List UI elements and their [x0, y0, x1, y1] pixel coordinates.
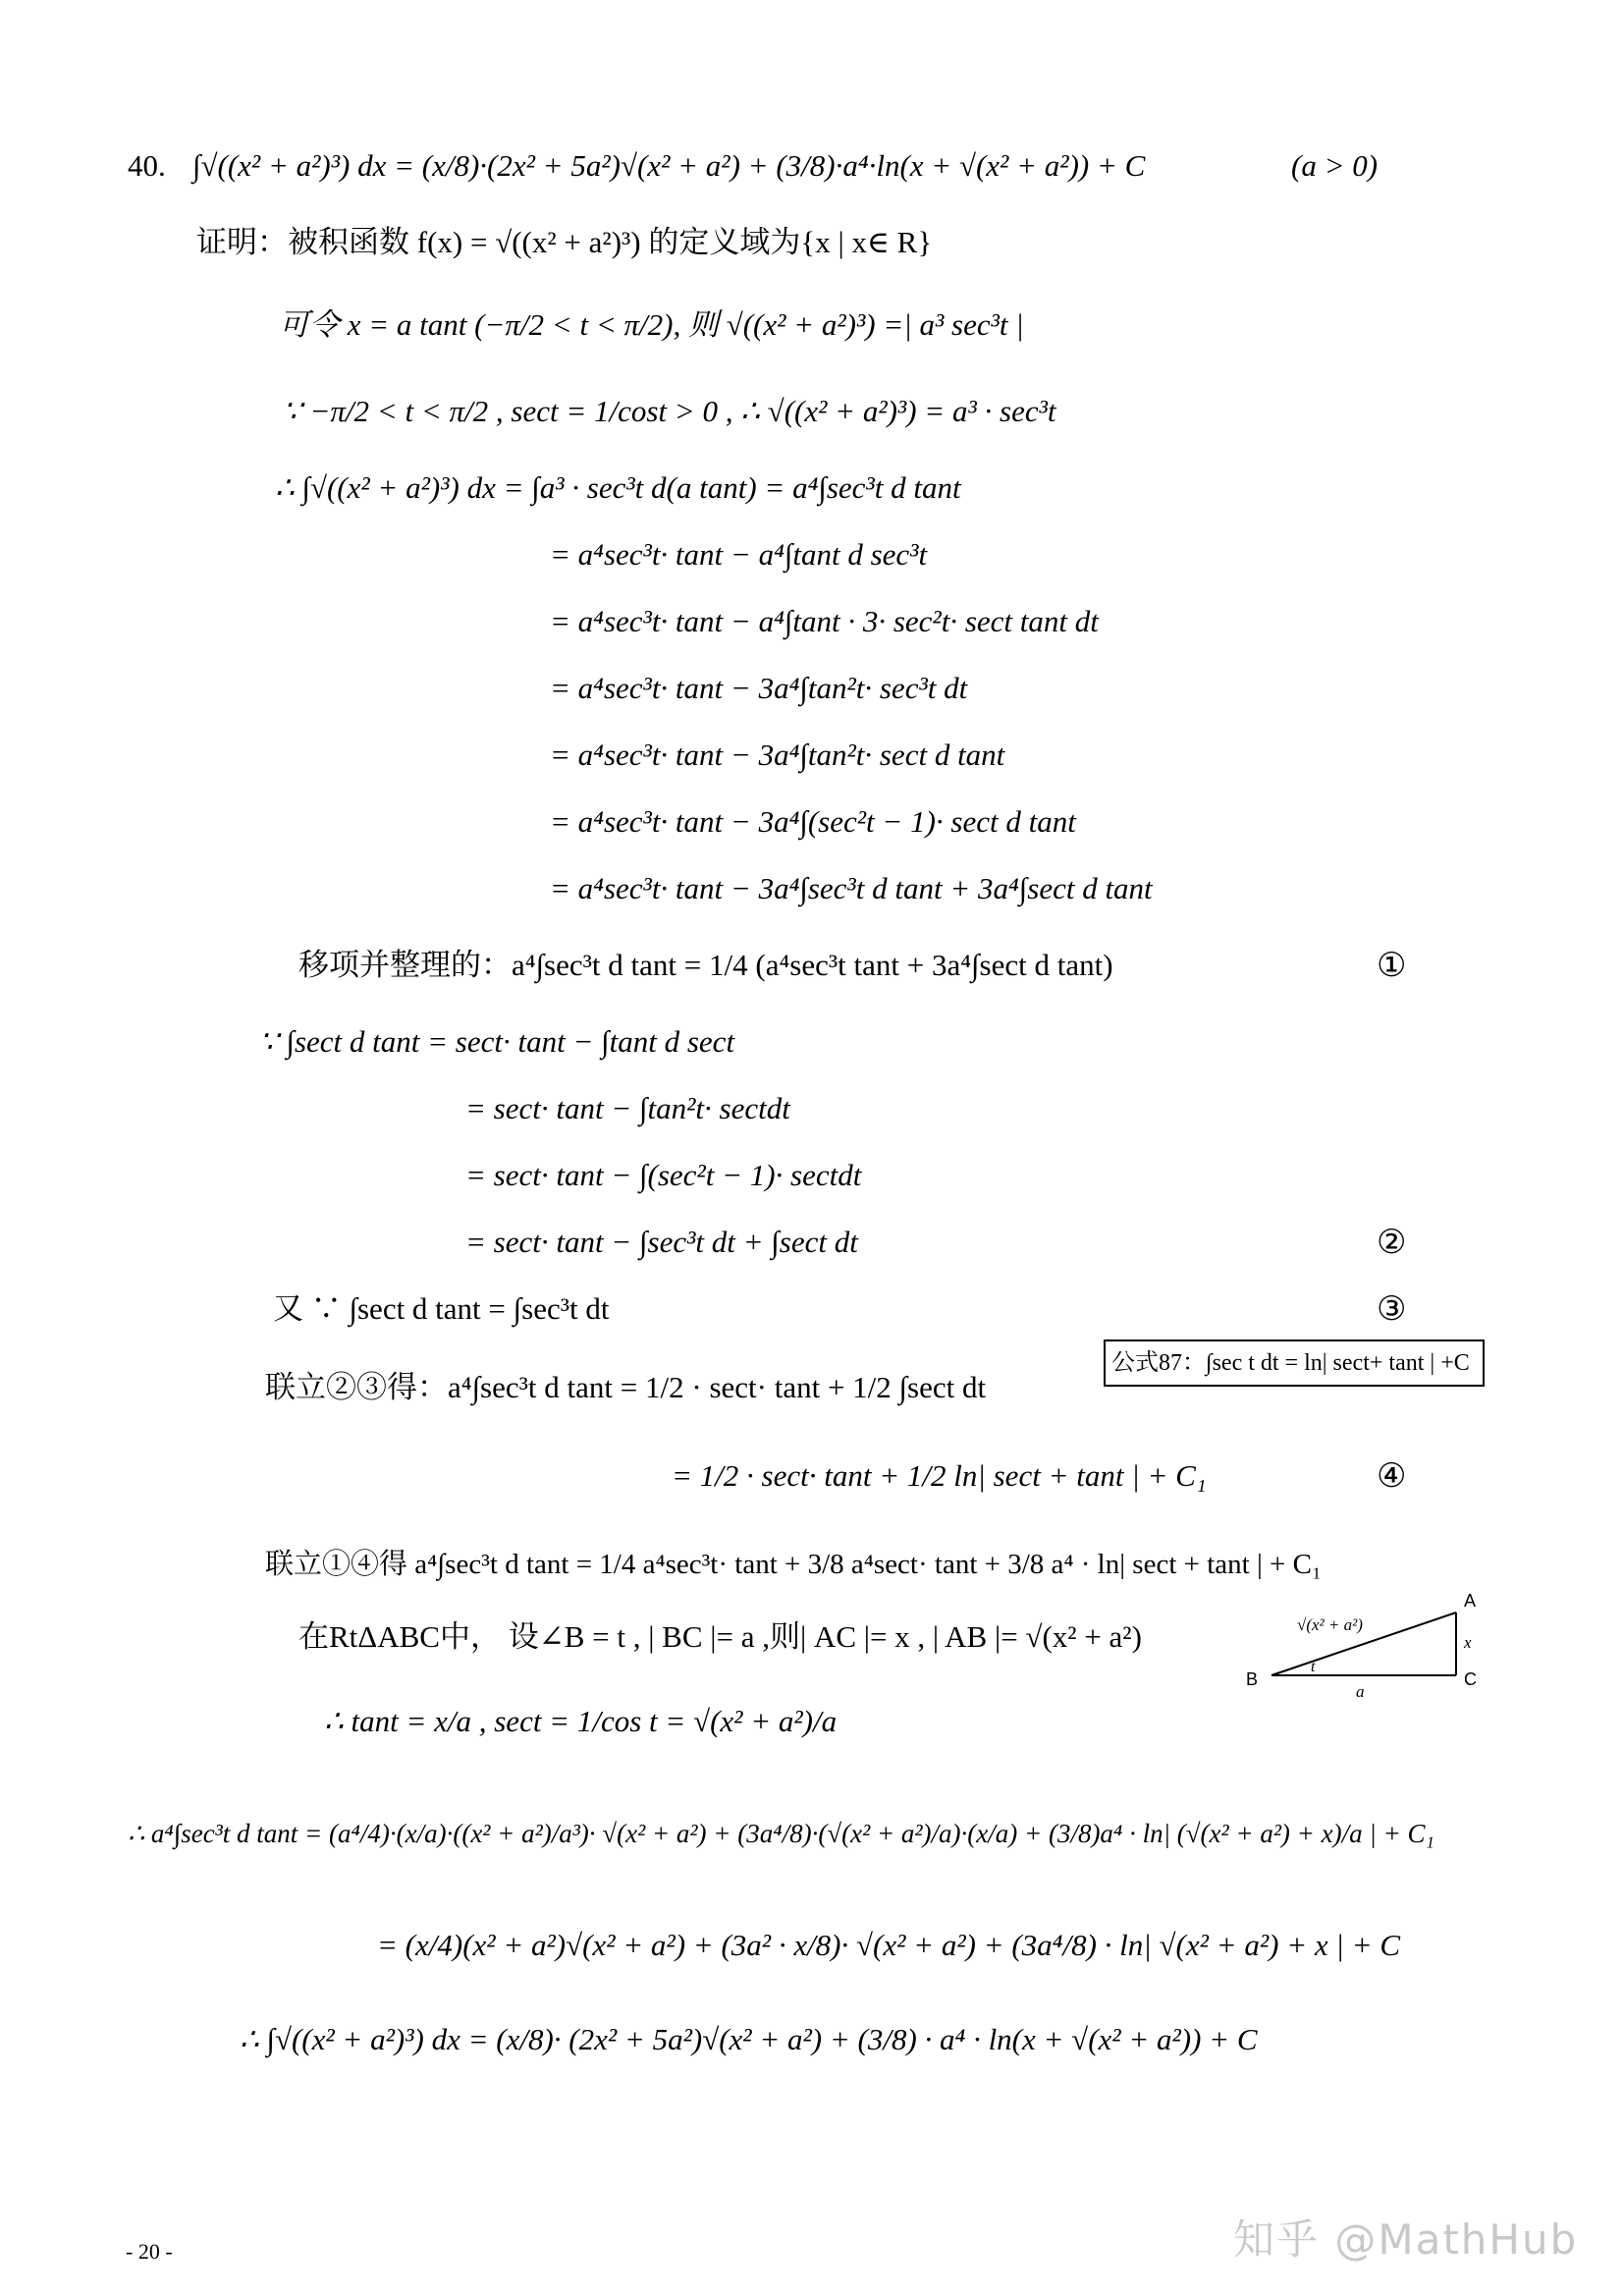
- proof-line-7: = a⁴sec³t· tant − 3a⁴∫tan²t· sec³t dt: [550, 671, 968, 705]
- proof-line-6: = a⁴sec³t· tant − a⁴∫tant · 3· sec²t· sect tant dt: [550, 604, 1099, 638]
- marker-2: ②: [1377, 1223, 1407, 1262]
- proof-line-9: = a⁴sec³t· tant − 3a⁴∫(sec²t − 1)· sect d tant: [550, 804, 1076, 839]
- proof-line-17: 联立②③得：a⁴∫sec³t d tant = 1/2 · sect· tant + 1/2 ∫sect dt: [265, 1370, 987, 1404]
- hypotenuse-label: √(x² + a²): [1297, 1615, 1363, 1634]
- proof-line-14: = sect· tant − ∫(sec²t − 1)· sectdt: [465, 1158, 862, 1192]
- proof-line-18: = 1/2 · sect· tant + 1/2 ln| sect + tant | + C₁: [672, 1458, 1207, 1493]
- proof-line-8: = a⁴sec³t· tant − 3a⁴∫tan²t· sect d tant: [550, 738, 1005, 772]
- proof-line-2: 可令 x = a tant (−π/2 < t < π/2), 则 √((x² + a²)³) =| a³ sec³t |: [279, 307, 1024, 342]
- proof-line-19: 联立①④得 a⁴∫sec³t d tant = 1/4 a⁴sec³t· tant + 3/8 a⁴sect· tant + 3/8 a⁴ · ln| sect + tant | + C₁: [265, 1549, 1323, 1580]
- proof-line-3: ∵ −π/2 < t < π/2 , sect = 1/cost > 0 , ∴ √((x² + a²)³) = a³ · sec³t: [283, 394, 1056, 428]
- proof-line-4: ∴ ∫√((x² + a²)³) dx = ∫a³ · sec³t d(a tant) = a⁴∫sec³t d tant: [275, 470, 961, 505]
- vertex-a-label: A: [1464, 1591, 1477, 1611]
- proof-line-20: 在RtΔABC中， 设∠B = t , | BC |= a ,则| AC |= x , | AB |= √(x² + a²): [298, 1619, 1142, 1654]
- marker-3: ③: [1377, 1289, 1407, 1329]
- formula-87-box: 公式87：∫sec t dt = ln| sect+ tant | +C: [1104, 1339, 1485, 1387]
- proof-line-24: ∴ ∫√((x² + a²)³) dx = (x/8)· (2x² + 5a²)√(x² + a²) + (3/8) · a⁴ · ln(x + √(x² + a²)) + C: [240, 2022, 1258, 2056]
- side-a-label: a: [1356, 1682, 1365, 1701]
- proof-line-22: ∴ a⁴∫sec³t d tant = (a⁴/4)·(x/a)·((x² + a²)/a³)· √(x² + a²) + (3a⁴/8)·(√(x² + a²)/a)·(x/a) + (3/8)a⁴ · ln| (√(x² + a²) + x)/a | + C₁: [128, 1819, 1434, 1848]
- side-x-label: x: [1464, 1633, 1472, 1652]
- right-triangle-diagram: [1232, 1583, 1497, 1701]
- problem-condition: (a > 0): [1291, 148, 1379, 183]
- vertex-b-label: B: [1246, 1669, 1259, 1689]
- vertex-c-label: C: [1464, 1669, 1477, 1689]
- proof-line-12: ∵ ∫sect d tant = sect· tant − ∫tant d sect: [259, 1024, 735, 1059]
- problem-formula: ∫√((x² + a²)³) dx = (x/8)·(2x² + 5a²)√(x² + a²) + (3/8)·a⁴·ln(x + √(x² + a²)) + C: [192, 148, 1146, 183]
- marker-4: ④: [1377, 1456, 1407, 1496]
- proof-line-16: 又 ∵ ∫sect d tant = ∫sec³t dt: [273, 1291, 610, 1326]
- proof-line-21: ∴ tant = x/a , sect = 1/cos t = √(x² + a²)/a: [324, 1704, 838, 1738]
- proof-line-23: = (x/4)(x² + a²)√(x² + a²) + (3a² · x/8)· √(x² + a²) + (3a⁴/8) · ln| √(x² + a²) + x | + C: [377, 1928, 1400, 1962]
- proof-line-13: = sect· tant − ∫tan²t· sectdt: [465, 1091, 790, 1125]
- proof-line-1: 证明：被积函数 f(x) = √((x² + a²)³) 的定义域为{x | x∈ R}: [196, 225, 933, 259]
- page-number: - 20 -: [126, 2239, 173, 2264]
- proof-line-10: = a⁴sec³t· tant − 3a⁴∫sec³t d tant + 3a⁴∫sect d tant: [550, 871, 1153, 905]
- angle-t-label: t: [1311, 1659, 1316, 1675]
- watermark: 知乎 @MathHub: [1233, 2215, 1579, 2264]
- marker-1: ①: [1377, 946, 1407, 985]
- proof-line-11: 移项并整理的：a⁴∫sec³t d tant = 1/4 (a⁴sec³t tant + 3a⁴∫sect d tant): [298, 948, 1113, 982]
- proof-line-5: = a⁴sec³t· tant − a⁴∫tant d sec³t: [550, 537, 928, 572]
- problem-number: 40.: [128, 148, 166, 183]
- proof-line-15: = sect· tant − ∫sec³t dt + ∫sect dt: [465, 1225, 858, 1259]
